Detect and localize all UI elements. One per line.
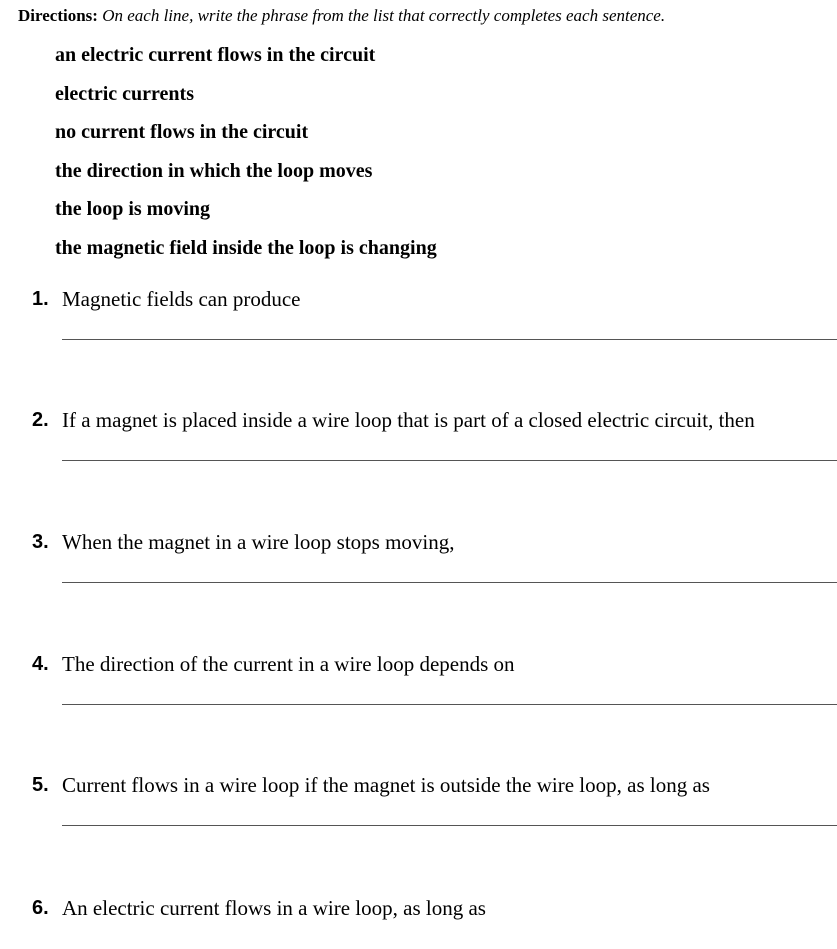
answer-line[interactable] [62,825,837,826]
phrase-item: the magnetic field inside the loop is changing [55,236,437,259]
question-6 [32,895,837,935]
question-4 [32,651,837,721]
question-text: Magnetic fields can produce [62,287,301,311]
phrase-item: no current flows in the circuit [55,121,309,143]
phrase-item: the direction in which the loop moves [55,159,373,182]
question-2 [32,407,837,477]
question-number: 2. [32,409,49,431]
question-text: Current flows in a wire loop if the magnet is outside the wire loop, as long as [62,773,710,797]
answer-line[interactable] [62,582,837,583]
question-number: 1. [32,288,49,310]
phrase-item: an electric current flows in the circuit [55,44,376,66]
question-3 [32,529,837,599]
directions-text: On each line, write the phrase from the list that correctly completes each sentence. [102,6,666,25]
question-number: 5. [32,774,49,796]
question-number: 4. [32,653,49,675]
phrase-list [55,42,437,273]
question-1 [32,286,837,356]
phrase-item: electric currents [55,82,194,105]
answer-line[interactable] [62,460,837,461]
phrase-item: the loop is moving [55,198,211,220]
answer-line[interactable] [62,704,837,705]
question-text: If a magnet is placed inside a wire loop that is part of a closed electric circuit, then [62,408,755,432]
question-5 [32,772,837,842]
answer-line[interactable] [62,339,837,340]
question-number: 6. [32,897,49,919]
directions-label: Directions: [18,6,98,25]
directions [18,6,665,26]
question-text: The direction of the current in a wire loop depends on [62,652,515,676]
question-number: 3. [32,531,49,553]
question-text: An electric current flows in a wire loop, as long as [62,896,486,920]
question-text: When the magnet in a wire loop stops moving, [62,530,455,554]
